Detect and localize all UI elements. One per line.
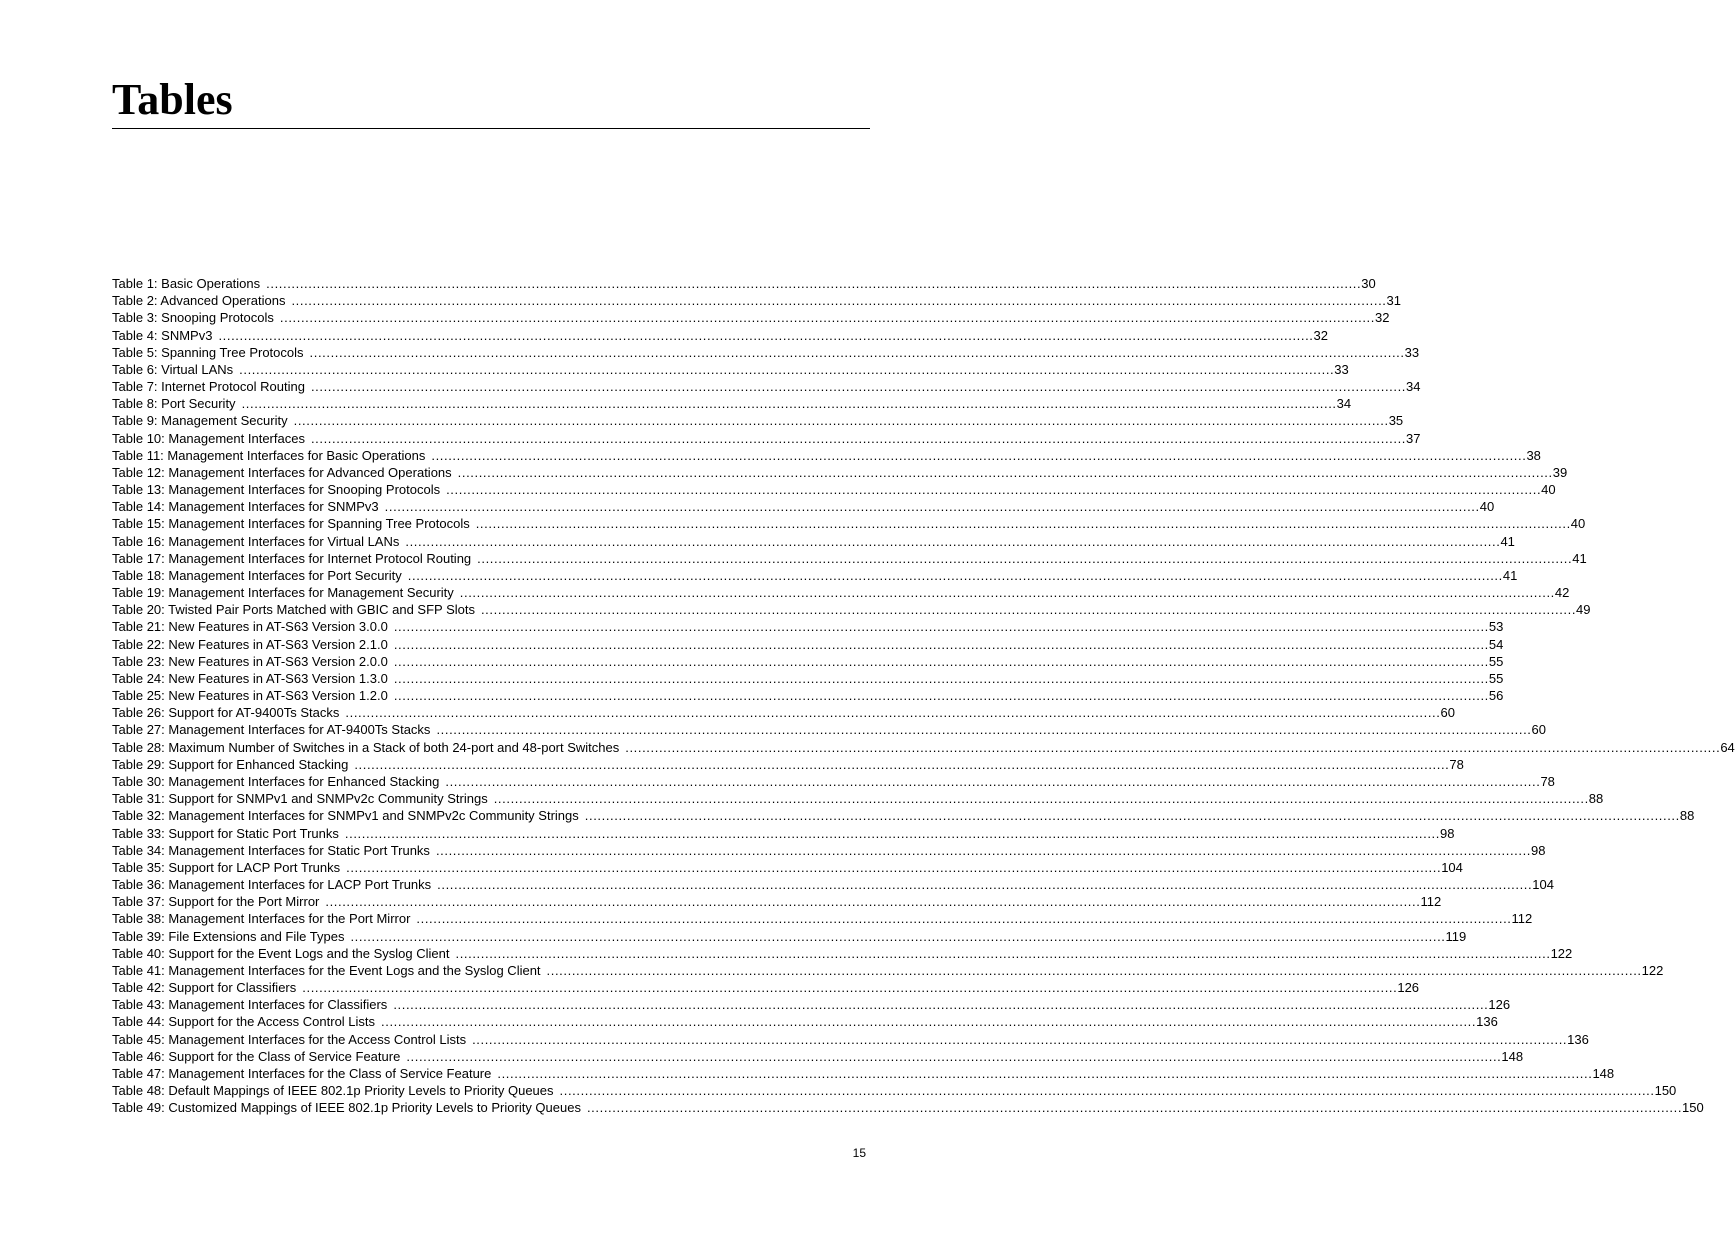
toc-entry[interactable] [112,825,1455,842]
toc-entry-label: Table 31: Support for SNMPv1 and SNMPv2c Community Strings [112,791,488,807]
dot-leader: .................................................................................................................................................................................................................................................................... [480,602,1577,618]
toc-entry-label: Table 30: Management Interfaces for Enhanced Stacking [112,773,440,789]
toc-entry[interactable] [112,533,1515,550]
toc-entry-page: 126 [1397,980,1420,996]
page-title: Tables [112,75,233,124]
dot-leader: .................................................................................................................................................................................................................................................................... [266,276,1362,291]
toc-entry[interactable] [112,1013,1498,1030]
toc-entry-page: 35 [1388,413,1404,429]
dot-leader: .................................................................................................................................................................................................................................................................... [279,310,1375,326]
page-number: 15 [852,1146,866,1160]
toc-entry[interactable] [112,584,1570,601]
toc-entry-label: Table 33: Support for Static Port Trunks [112,825,339,841]
toc-entry-label: Table 16: Management Interfaces for Virtual LANs [112,533,400,549]
dot-leader: .................................................................................................................................................................................................................................................................... [393,688,1489,704]
toc-entry-page: 88 [1588,791,1604,807]
dot-leader: .................................................................................................................................................................................................................................................................... [393,619,1489,635]
toc-entry-page: 150 [1682,1100,1704,1116]
toc-entry-label: Table 38: Management Interfaces for the Port Mirror [112,911,411,927]
toc-entry-page: 104 [1532,877,1554,893]
dot-leader: .................................................................................................................................................................................................................................................................... [354,756,1450,772]
toc-entry-label: Table 19: Management Interfaces for Management Security [112,585,454,601]
toc-entry-page: 150 [1654,1083,1677,1099]
toc-entry-page: 126 [1488,997,1511,1013]
toc-entry-page: 42 [1554,585,1570,601]
toc-entry[interactable] [112,996,1511,1013]
toc-entry-page: 119 [1445,928,1467,944]
toc-entry[interactable] [112,807,1695,824]
toc-entry-label: Table 5: Spanning Tree Protocols [112,344,304,360]
dot-leader: .................................................................................................................................................................................................................................................................... [384,499,1480,515]
toc-entry-label: Table 28: Maximum Number of Switches in a Stack of both 24-port and 48-port Switches [112,739,620,755]
toc-entry-page: 41 [1502,567,1518,583]
toc-entry-label: Table 4: SNMPv3 [112,327,213,343]
toc-entry-page: 88 [1679,808,1695,824]
toc-entry[interactable] [112,515,1586,532]
dot-leader: .................................................................................................................................................................................................................................................................... [455,945,1551,961]
dot-leader: .................................................................................................................................................................................................................................................................... [393,636,1489,652]
toc-entry-page: 41 [1572,550,1587,566]
toc-entry-label: Table 49: Customized Mappings of IEEE 802.1p Priority Levels to Priority Queues [112,1100,581,1116]
toc-entry-page: 39 [1552,464,1568,480]
dot-leader: .................................................................................................................................................................................................................................................................... [350,928,1446,944]
toc-entry-page: 104 [1441,859,1463,875]
toc-entry[interactable] [112,378,1421,395]
toc-entry-page: 122 [1550,945,1573,961]
toc-entry-label: Table 18: Management Interfaces for Port Security [112,567,402,583]
toc-entry[interactable] [112,275,1376,292]
toc-entry-label: Table 40: Support for the Event Logs and the Syslog Client [112,945,450,961]
toc-entry[interactable] [112,790,1604,807]
toc-entry[interactable] [112,893,1442,910]
toc-entry-label: Table 17: Management Interfaces for Internet Protocol Routing [112,550,472,566]
toc-entry[interactable] [112,395,1352,412]
dot-leader: .................................................................................................................................................................................................................................................................... [625,739,1721,755]
dot-leader: .................................................................................................................................................................................................................................................................... [477,550,1573,566]
toc-entry-label: Table 29: Support for Enhanced Stacking [112,756,349,772]
dot-leader: .................................................................................................................................................................................................................................................................... [457,464,1553,480]
toc-entry-page: 37 [1406,430,1421,446]
toc-entry-label: Table 45: Management Interfaces for the Access Control Lists [112,1031,467,1047]
dot-leader: .................................................................................................................................................................................................................................................................... [459,585,1555,601]
dot-leader: .................................................................................................................................................................................................................................................................... [497,1065,1593,1081]
toc-entry-page: 40 [1541,482,1556,498]
dot-leader: .................................................................................................................................................................................................................................................................... [546,962,1642,978]
toc-entry-label: Table 8: Port Security [112,396,236,412]
toc-entry-label: Table 32: Management Interfaces for SNMPv1 and SNMPv2c Community Strings [112,808,579,824]
toc-entry-page: 148 [1592,1065,1615,1081]
toc-entry-page: 33 [1404,344,1420,360]
toc-entry-label: Table 20: Twisted Pair Ports Matched with GBIC and SFP Slots [112,602,475,618]
dot-leader: .................................................................................................................................................................................................................................................................... [406,1048,1502,1064]
toc-entry-label: Table 27: Management Interfaces for AT-9400Ts Stacks [112,722,431,738]
toc-entry-label: Table 11: Management Interfaces for Basic Operations [112,447,426,463]
toc-entry-page: 98 [1531,842,1546,858]
dot-leader: .................................................................................................................................................................................................................................................................... [431,447,1527,463]
dot-leader: .................................................................................................................................................................................................................................................................... [436,722,1532,738]
toc-entry[interactable] [112,979,1420,996]
toc-entry-label: Table 14: Management Interfaces for SNMPv3 [112,499,379,515]
toc-entry-page: 38 [1526,447,1541,463]
toc-entry-label: Table 6: Virtual LANs [112,361,234,377]
dot-leader: .................................................................................................................................................................................................................................................................... [344,825,1440,841]
toc-entry-label: Table 39: File Extensions and File Types [112,928,345,944]
dot-leader: .................................................................................................................................................................................................................................................................... [586,1100,1683,1116]
toc-entry-label: Table 36: Management Interfaces for LACP Port Trunks [112,877,432,893]
toc-entry[interactable] [112,962,1664,979]
dot-leader: .................................................................................................................................................................................................................................................................... [437,877,1533,893]
dot-leader: .................................................................................................................................................................................................................................................................... [416,911,1512,927]
toc-entry[interactable] [112,464,1568,481]
toc-entry[interactable] [112,1031,1589,1048]
toc-entry[interactable] [112,601,1591,618]
toc-entry[interactable] [112,636,1504,653]
toc-entry-page: 55 [1488,653,1504,669]
toc-entry-page: 136 [1567,1031,1589,1047]
dot-leader: .................................................................................................................................................................................................................................................................... [407,567,1503,583]
dot-leader: .................................................................................................................................................................................................................................................................... [381,1014,1477,1030]
dot-leader: .................................................................................................................................................................................................................................................................... [310,379,1407,395]
toc-entry-page: 56 [1488,688,1504,704]
toc-entry[interactable] [112,704,1455,721]
toc-entry[interactable] [112,1082,1677,1099]
toc-entry-page: 30 [1361,276,1376,291]
toc-entry[interactable] [112,344,1420,361]
toc-entry-label: Table 15: Management Interfaces for Spanning Tree Protocols [112,516,470,532]
toc-entry[interactable] [112,945,1573,962]
dot-leader: .................................................................................................................................................................................................................................................................... [393,997,1489,1013]
dot-leader: .................................................................................................................................................................................................................................................................... [445,773,1541,789]
dot-leader: .................................................................................................................................................................................................................................................................... [239,361,1335,377]
toc-entry[interactable] [112,756,1464,773]
toc-entry-page: 32 [1313,327,1328,343]
toc-entry[interactable] [112,447,1541,464]
toc-entry[interactable] [112,481,1556,498]
toc-entry-label: Table 43: Management Interfaces for Classifiers [112,997,388,1013]
toc-entry[interactable] [112,327,1328,344]
dot-leader: .................................................................................................................................................................................................................................................................... [345,705,1441,721]
dot-leader: .................................................................................................................................................................................................................................................................... [559,1083,1655,1099]
toc-entry-page: 53 [1488,619,1504,635]
toc-entry-page: 41 [1500,533,1515,549]
toc-entry-label: Table 1: Basic Operations [112,276,261,291]
toc-entry[interactable] [112,309,1390,326]
toc-entry-page: 98 [1439,825,1455,841]
toc-entry[interactable] [112,1099,1704,1116]
toc-entry-label: Table 47: Management Interfaces for the Class of Service Feature [112,1065,492,1081]
toc-entry[interactable] [112,430,1421,447]
title-rule [112,128,870,129]
toc-entry-label: Table 22: New Features in AT-S63 Version 2.1.0 [112,636,388,652]
dot-leader: .................................................................................................................................................................................................................................................................... [293,413,1389,429]
toc-entry[interactable] [112,412,1404,429]
toc-entry-label: Table 34: Management Interfaces for Static Port Trunks [112,842,430,858]
toc-entry[interactable] [112,361,1349,378]
toc-entry[interactable] [112,739,1735,756]
toc-entry-page: 49 [1576,602,1591,618]
toc-entry-page: 112 [1511,911,1533,927]
toc-entry[interactable] [112,550,1587,567]
toc-entry-page: 78 [1449,756,1464,772]
dot-leader: .................................................................................................................................................................................................................................................................... [435,842,1532,858]
dot-leader: .................................................................................................................................................................................................................................................................... [302,980,1398,996]
dot-leader: .................................................................................................................................................................................................................................................................... [493,791,1589,807]
dot-leader: .................................................................................................................................................................................................................................................................... [325,894,1421,910]
toc-entry-label: Table 25: New Features in AT-S63 Version 1.2.0 [112,688,388,704]
toc-entry-page: 34 [1336,396,1352,412]
dot-leader: .................................................................................................................................................................................................................................................................... [446,482,1542,498]
toc-entry-page: 78 [1540,773,1555,789]
dot-leader: .................................................................................................................................................................................................................................................................... [472,1031,1568,1047]
dot-leader: .................................................................................................................................................................................................................................................................... [405,533,1501,549]
toc-entry-page: 64 [1720,739,1735,755]
toc-entry-page: 112 [1420,894,1442,910]
toc-entry[interactable] [112,910,1533,927]
dot-leader: .................................................................................................................................................................................................................................................................... [346,859,1442,875]
toc-entry-page: 122 [1641,962,1664,978]
toc-entry-page: 40 [1570,516,1586,532]
toc-entry[interactable] [112,567,1518,584]
list-of-tables [112,275,1735,1116]
toc-entry-page: 136 [1476,1014,1498,1030]
toc-entry-label: Table 35: Support for LACP Port Trunks [112,859,341,875]
toc-entry-page: 148 [1501,1048,1524,1064]
toc-entry-page: 32 [1374,310,1390,326]
toc-entry[interactable] [112,842,1546,859]
toc-entry-label: Table 37: Support for the Port Mirror [112,894,320,910]
dot-leader: .................................................................................................................................................................................................................................................................... [393,653,1489,669]
toc-entry[interactable] [112,653,1504,670]
toc-entry[interactable] [112,1065,1615,1082]
toc-entry-page: 34 [1406,379,1421,395]
toc-entry-label: Table 21: New Features in AT-S63 Version 3.0.0 [112,619,388,635]
dot-leader: .................................................................................................................................................................................................................................................................... [584,808,1680,824]
toc-entry-label: Table 41: Management Interfaces for the Event Logs and the Syslog Client [112,962,541,978]
toc-entry[interactable] [112,687,1504,704]
toc-entry-label: Table 24: New Features in AT-S63 Version 1.3.0 [112,670,388,686]
dot-leader: .................................................................................................................................................................................................................................................................... [291,293,1387,309]
toc-entry[interactable] [112,670,1504,687]
toc-entry-label: Table 48: Default Mappings of IEEE 802.1p Priority Levels to Priority Queues [112,1083,554,1099]
toc-entry-label: Table 13: Management Interfaces for Snooping Protocols [112,482,441,498]
dot-leader: .................................................................................................................................................................................................................................................................... [475,516,1571,532]
toc-entry-page: 31 [1386,293,1401,309]
dot-leader: .................................................................................................................................................................................................................................................................... [309,344,1405,360]
toc-entry-label: Table 12: Management Interfaces for Advanced Operations [112,464,452,480]
toc-entry-label: Table 44: Support for the Access Control Lists [112,1014,376,1030]
toc-entry-label: Table 9: Management Security [112,413,288,429]
toc-entry-label: Table 23: New Features in AT-S63 Version 2.0.0 [112,653,388,669]
toc-entry[interactable] [112,292,1401,309]
toc-entry[interactable] [112,928,1467,945]
toc-entry-label: Table 10: Management Interfaces [112,430,305,446]
toc-entry[interactable] [112,498,1495,515]
toc-entry-label: Table 46: Support for the Class of Service Feature [112,1048,401,1064]
toc-entry-page: 33 [1334,361,1349,377]
toc-entry[interactable] [112,876,1554,893]
toc-entry-label: Table 42: Support for Classifiers [112,980,297,996]
dot-leader: .................................................................................................................................................................................................................................................................... [393,670,1489,686]
toc-entry-label: Table 2: Advanced Operations [112,293,286,309]
toc-entry-page: 54 [1488,636,1504,652]
toc-entry[interactable] [112,773,1555,790]
dot-leader: .................................................................................................................................................................................................................................................................... [218,327,1314,343]
toc-entry[interactable] [112,1048,1524,1065]
toc-entry-label: Table 3: Snooping Protocols [112,310,274,326]
toc-entry-label: Table 7: Internet Protocol Routing [112,379,305,395]
dot-leader: .................................................................................................................................................................................................................................................................... [241,396,1337,412]
toc-entry-page: 60 [1440,705,1455,721]
toc-entry[interactable] [112,721,1546,738]
dot-leader: .................................................................................................................................................................................................................................................................... [310,430,1407,446]
toc-entry-page: 40 [1479,499,1495,515]
toc-entry[interactable] [112,618,1504,635]
toc-entry-page: 55 [1488,670,1504,686]
toc-entry[interactable] [112,859,1463,876]
toc-entry-label: Table 26: Support for AT-9400Ts Stacks [112,705,340,721]
toc-entry-page: 60 [1531,722,1546,738]
